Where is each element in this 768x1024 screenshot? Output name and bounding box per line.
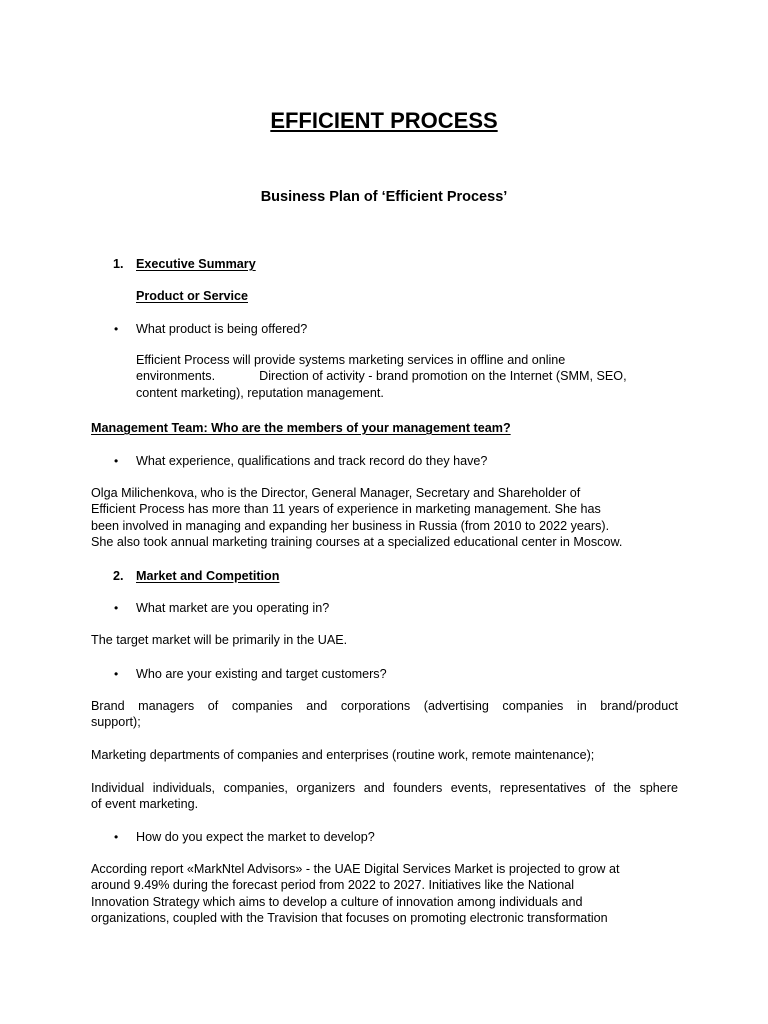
bullet-experience: • bbox=[114, 454, 119, 468]
customers-paragraph-3 bbox=[91, 780, 678, 813]
management-line-4: She also took annual marketing training courses at a specialized educational center in Moscow. bbox=[91, 535, 623, 550]
bullet-market: • bbox=[114, 601, 119, 615]
question-market: What market are you operating in? bbox=[136, 601, 330, 615]
document-subtitle: Business Plan of ‘Efficient Process’ bbox=[260, 189, 508, 205]
develop-line-4: organizations, coupled with the Travision that focuses on promoting electronic transformation bbox=[91, 911, 608, 926]
section-1-heading: Executive Summary bbox=[136, 257, 256, 271]
develop-line-1: According report «MarkNtel Advisors» - the UAE Digital Services Market is projected to grow at bbox=[91, 862, 620, 876]
management-team-heading: Management Team: Who are the members of your management team? bbox=[91, 421, 511, 435]
customers-p3-line-2: of event marketing. bbox=[91, 797, 199, 812]
product-line-2b: Direction of activity - brand promotion on the Internet (SMM, SEO, bbox=[259, 369, 627, 384]
customers-p1-line-2: support); bbox=[91, 715, 141, 730]
management-line-1: Olga Milichenkova, who is the Director, General Manager, Secretary and Shareholder of bbox=[91, 486, 581, 500]
customers-p1-line-1: Brand managers of companies and corporations (advertising companies in brand/product bbox=[91, 699, 678, 713]
management-line-3: been involved in managing and expanding her business in Russia (from 2010 to 2022 years). bbox=[91, 518, 610, 533]
product-paragraph bbox=[136, 352, 696, 401]
develop-line-2: around 9.49% during the forecast period from 2022 to 2027. Initiatives like the National bbox=[91, 878, 575, 893]
section-1-number: 1. bbox=[113, 257, 124, 271]
product-line-2 bbox=[136, 368, 696, 384]
product-or-service-heading: Product or Service bbox=[136, 289, 248, 303]
question-develop: How do you expect the market to develop? bbox=[136, 830, 375, 844]
bullet-develop: • bbox=[114, 830, 119, 844]
question-customers: Who are your existing and target customers? bbox=[136, 667, 387, 681]
product-line-3: content marketing), reputation management. bbox=[136, 385, 384, 400]
question-product: What product is being offered? bbox=[136, 322, 308, 336]
bullet-product: • bbox=[114, 322, 119, 336]
answer-market: The target market will be primarily in the UAE. bbox=[91, 633, 348, 647]
document-title: EFFICIENT PROCESS bbox=[270, 108, 498, 133]
product-line-1: Efficient Process will provide systems marketing services in offline and online bbox=[136, 353, 566, 367]
customers-paragraph-1 bbox=[91, 698, 678, 731]
product-line-2a: environments. bbox=[136, 369, 216, 384]
management-line-2: Efficient Process has more than 11 years of experience in marketing management. She has bbox=[91, 502, 601, 517]
customers-paragraph-2: Marketing departments of companies and enterprises (routine work, remote maintenance); bbox=[91, 748, 595, 762]
develop-paragraph bbox=[91, 861, 691, 927]
bullet-customers: • bbox=[114, 667, 119, 681]
management-paragraph bbox=[91, 485, 691, 551]
question-experience: What experience, qualifications and track record do they have? bbox=[136, 454, 488, 468]
customers-p3-line-1: Individual individuals, companies, organizers and founders events, representatives of the sphere bbox=[91, 781, 678, 795]
section-2-number: 2. bbox=[113, 569, 124, 583]
develop-line-3: Innovation Strategy which aims to develop a culture of innovation among individuals and bbox=[91, 894, 583, 909]
section-2-heading: Market and Competition bbox=[136, 569, 280, 583]
